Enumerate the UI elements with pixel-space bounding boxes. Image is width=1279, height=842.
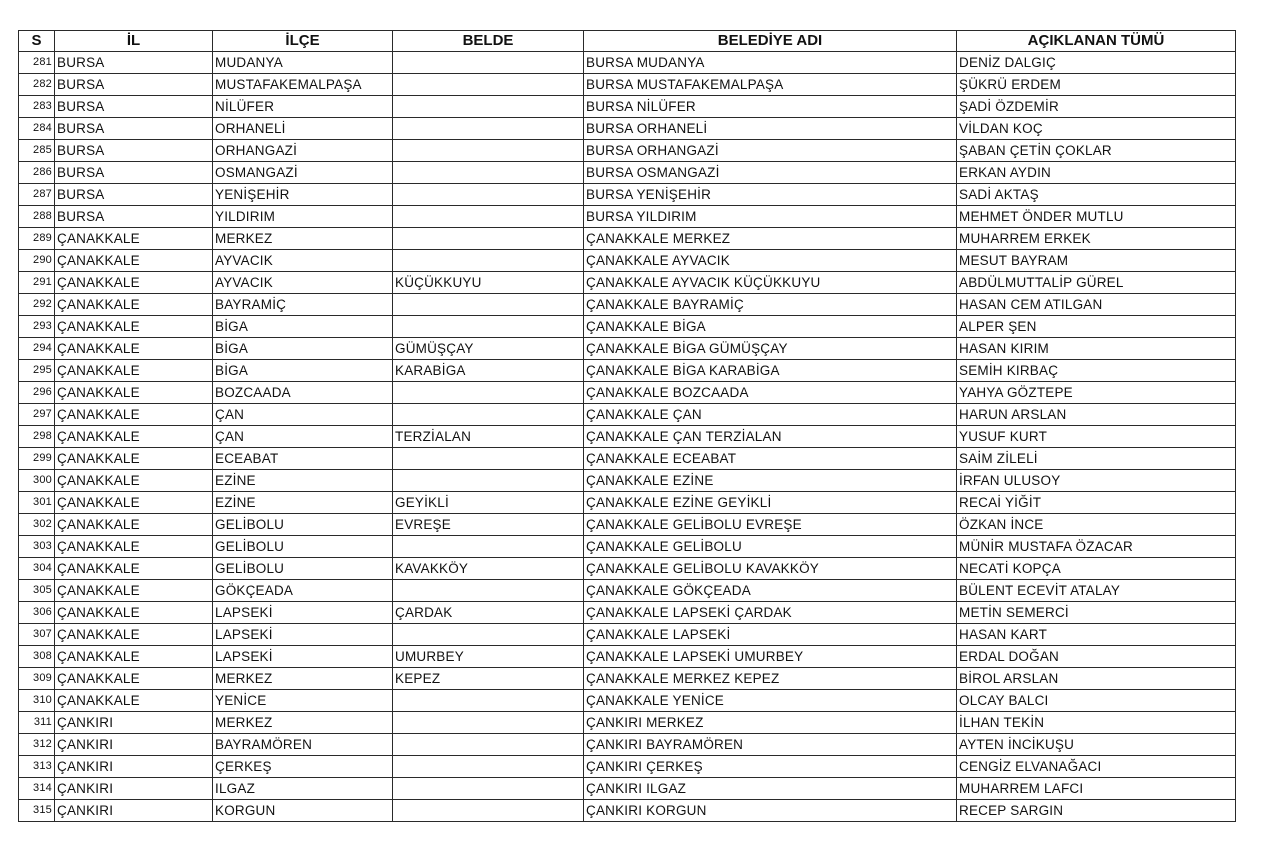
cell-belediye-adi: ÇANAKKALE ÇAN TERZİALAN: [584, 426, 957, 448]
cell-s: 315: [19, 800, 55, 822]
cell-ilce: AYVACIK: [213, 250, 393, 272]
cell-belde: [393, 536, 584, 558]
cell-il: ÇANAKKALE: [55, 558, 213, 580]
cell-belde: KEPEZ: [393, 668, 584, 690]
cell-belde: [393, 382, 584, 404]
table-row: [19, 470, 1236, 492]
cell-aciklanan: YUSUF KURT: [957, 426, 1236, 448]
cell-ilce: YENİCE: [213, 690, 393, 712]
cell-belediye-adi: ÇANAKKALE EZİNE GEYİKLİ: [584, 492, 957, 514]
cell-belediye-adi: ÇANAKKALE AYVACIK KÜÇÜKKUYU: [584, 272, 957, 294]
table-row: [19, 580, 1236, 602]
cell-belde: [393, 74, 584, 96]
cell-aciklanan: ÖZKAN İNCE: [957, 514, 1236, 536]
header-il: İL: [55, 31, 213, 52]
cell-ilce: MUSTAFAKEMALPAŞA: [213, 74, 393, 96]
cell-s: 301: [19, 492, 55, 514]
header-ilce: İLÇE: [213, 31, 393, 52]
cell-il: ÇANAKKALE: [55, 316, 213, 338]
cell-belediye-adi: BURSA OSMANGAZİ: [584, 162, 957, 184]
cell-s: 305: [19, 580, 55, 602]
cell-belde: [393, 228, 584, 250]
cell-aciklanan: ALPER ŞEN: [957, 316, 1236, 338]
cell-belediye-adi: ÇANAKKALE GELİBOLU KAVAKKÖY: [584, 558, 957, 580]
table-row: [19, 558, 1236, 580]
cell-il: ÇANAKKALE: [55, 250, 213, 272]
cell-aciklanan: HASAN KIRIM: [957, 338, 1236, 360]
cell-ilce: BİGA: [213, 316, 393, 338]
cell-aciklanan: HARUN ARSLAN: [957, 404, 1236, 426]
cell-s: 290: [19, 250, 55, 272]
cell-aciklanan: BÜLENT ECEVİT ATALAY: [957, 580, 1236, 602]
cell-ilce: LAPSEKİ: [213, 646, 393, 668]
cell-aciklanan: BİROL ARSLAN: [957, 668, 1236, 690]
cell-belde: [393, 690, 584, 712]
cell-il: ÇANAKKALE: [55, 426, 213, 448]
candidates-table: [18, 30, 1236, 822]
cell-belde: GEYİKLİ: [393, 492, 584, 514]
cell-s: 313: [19, 756, 55, 778]
cell-il: ÇANAKKALE: [55, 360, 213, 382]
cell-belediye-adi: BURSA MUSTAFAKEMALPAŞA: [584, 74, 957, 96]
cell-s: 308: [19, 646, 55, 668]
cell-belde: GÜMÜŞÇAY: [393, 338, 584, 360]
cell-ilce: ÇERKEŞ: [213, 756, 393, 778]
cell-belediye-adi: ÇANAKKALE BAYRAMİÇ: [584, 294, 957, 316]
cell-aciklanan: ERKAN AYDIN: [957, 162, 1236, 184]
table-row: [19, 206, 1236, 228]
cell-ilce: LAPSEKİ: [213, 602, 393, 624]
cell-aciklanan: DENİZ DALGIÇ: [957, 52, 1236, 74]
cell-s: 288: [19, 206, 55, 228]
table-row: [19, 294, 1236, 316]
cell-belediye-adi: ÇANKIRI BAYRAMÖREN: [584, 734, 957, 756]
cell-il: ÇANAKKALE: [55, 580, 213, 602]
cell-belde: [393, 448, 584, 470]
cell-ilce: MUDANYA: [213, 52, 393, 74]
table-row: [19, 668, 1236, 690]
cell-belediye-adi: ÇANAKKALE MERKEZ KEPEZ: [584, 668, 957, 690]
cell-s: 298: [19, 426, 55, 448]
table-row: [19, 162, 1236, 184]
cell-ilce: BİGA: [213, 360, 393, 382]
cell-belediye-adi: ÇANAKKALE MERKEZ: [584, 228, 957, 250]
cell-belediye-adi: ÇANAKKALE GELİBOLU EVREŞE: [584, 514, 957, 536]
cell-aciklanan: ŞÜKRÜ ERDEM: [957, 74, 1236, 96]
cell-aciklanan: İLHAN TEKİN: [957, 712, 1236, 734]
cell-aciklanan: NECATİ KOPÇA: [957, 558, 1236, 580]
cell-belde: TERZİALAN: [393, 426, 584, 448]
cell-belediye-adi: ÇANAKKALE BOZCAADA: [584, 382, 957, 404]
cell-belde: [393, 140, 584, 162]
cell-aciklanan: ŞADİ ÖZDEMİR: [957, 96, 1236, 118]
cell-belediye-adi: ÇANAKKALE EZİNE: [584, 470, 957, 492]
cell-belde: [393, 250, 584, 272]
cell-aciklanan: CENGİZ ELVANAĞACI: [957, 756, 1236, 778]
cell-ilce: AYVACIK: [213, 272, 393, 294]
cell-ilce: BOZCAADA: [213, 382, 393, 404]
cell-aciklanan: ŞABAN ÇETİN ÇOKLAR: [957, 140, 1236, 162]
cell-aciklanan: OLCAY BALCI: [957, 690, 1236, 712]
cell-s: 303: [19, 536, 55, 558]
cell-belediye-adi: ÇANKIRI KORGUN: [584, 800, 957, 822]
table-row: [19, 624, 1236, 646]
table-row: [19, 228, 1236, 250]
cell-belde: [393, 96, 584, 118]
table-row: [19, 250, 1236, 272]
table-row: [19, 712, 1236, 734]
cell-belde: [393, 712, 584, 734]
cell-ilce: EZİNE: [213, 492, 393, 514]
cell-s: 292: [19, 294, 55, 316]
cell-aciklanan: MÜNİR MUSTAFA ÖZACAR: [957, 536, 1236, 558]
cell-ilce: YENİŞEHİR: [213, 184, 393, 206]
cell-s: 287: [19, 184, 55, 206]
cell-il: ÇANAKKALE: [55, 338, 213, 360]
cell-il: ÇANAKKALE: [55, 646, 213, 668]
cell-il: ÇANAKKALE: [55, 294, 213, 316]
cell-s: 302: [19, 514, 55, 536]
cell-belde: [393, 206, 584, 228]
cell-belde: [393, 118, 584, 140]
cell-belediye-adi: ÇANKIRI ILGAZ: [584, 778, 957, 800]
cell-belde: [393, 624, 584, 646]
cell-aciklanan: ABDÜLMUTTALİP GÜREL: [957, 272, 1236, 294]
cell-aciklanan: MEHMET ÖNDER MUTLU: [957, 206, 1236, 228]
cell-belediye-adi: ÇANAKKALE ÇAN: [584, 404, 957, 426]
table-row: [19, 756, 1236, 778]
cell-s: 300: [19, 470, 55, 492]
cell-ilce: ÇAN: [213, 404, 393, 426]
cell-belediye-adi: BURSA ORHANGAZİ: [584, 140, 957, 162]
cell-il: BURSA: [55, 52, 213, 74]
cell-s: 306: [19, 602, 55, 624]
cell-belediye-adi: ÇANAKKALE BİGA GÜMÜŞÇAY: [584, 338, 957, 360]
cell-aciklanan: MESUT BAYRAM: [957, 250, 1236, 272]
cell-belediye-adi: BURSA NİLÜFER: [584, 96, 957, 118]
cell-ilce: MERKEZ: [213, 712, 393, 734]
cell-il: ÇANAKKALE: [55, 448, 213, 470]
cell-belediye-adi: ÇANAKKALE YENİCE: [584, 690, 957, 712]
cell-s: 296: [19, 382, 55, 404]
cell-il: ÇANAKKALE: [55, 690, 213, 712]
cell-ilce: ORHANGAZİ: [213, 140, 393, 162]
cell-ilce: GELİBOLU: [213, 558, 393, 580]
table-row: [19, 184, 1236, 206]
cell-il: ÇANAKKALE: [55, 272, 213, 294]
cell-il: ÇANAKKALE: [55, 492, 213, 514]
cell-ilce: ILGAZ: [213, 778, 393, 800]
cell-ilce: LAPSEKİ: [213, 624, 393, 646]
cell-belediye-adi: ÇANKIRI MERKEZ: [584, 712, 957, 734]
cell-il: ÇANAKKALE: [55, 668, 213, 690]
cell-belde: [393, 294, 584, 316]
cell-il: ÇANAKKALE: [55, 404, 213, 426]
header-belediye-adi: BELEDİYE ADI: [584, 31, 957, 52]
table-row: [19, 514, 1236, 536]
table-row: [19, 646, 1236, 668]
header-belde: BELDE: [393, 31, 584, 52]
cell-il: ÇANAKKALE: [55, 470, 213, 492]
cell-s: 289: [19, 228, 55, 250]
cell-belediye-adi: ÇANAKKALE LAPSEKİ: [584, 624, 957, 646]
cell-belde: UMURBEY: [393, 646, 584, 668]
cell-ilce: MERKEZ: [213, 228, 393, 250]
cell-il: ÇANAKKALE: [55, 536, 213, 558]
table-row: [19, 536, 1236, 558]
cell-il: ÇANAKKALE: [55, 228, 213, 250]
cell-belde: [393, 316, 584, 338]
cell-s: 299: [19, 448, 55, 470]
cell-belediye-adi: ÇANAKKALE BİGA KARABİGA: [584, 360, 957, 382]
cell-aciklanan: ERDAL DOĞAN: [957, 646, 1236, 668]
table-header: [19, 31, 1236, 52]
cell-belde: KARABİGA: [393, 360, 584, 382]
cell-il: ÇANKIRI: [55, 712, 213, 734]
cell-aciklanan: YAHYA GÖZTEPE: [957, 382, 1236, 404]
cell-belde: [393, 756, 584, 778]
cell-ilce: GELİBOLU: [213, 536, 393, 558]
cell-aciklanan: SEMİH KIRBAÇ: [957, 360, 1236, 382]
cell-s: 291: [19, 272, 55, 294]
cell-aciklanan: RECAİ YİĞİT: [957, 492, 1236, 514]
cell-aciklanan: MUHARREM ERKEK: [957, 228, 1236, 250]
cell-belediye-adi: ÇANAKKALE GELİBOLU: [584, 536, 957, 558]
cell-aciklanan: VİLDAN KOÇ: [957, 118, 1236, 140]
cell-s: 314: [19, 778, 55, 800]
cell-belediye-adi: ÇANAKKALE BİGA: [584, 316, 957, 338]
cell-belediye-adi: BURSA YENİŞEHİR: [584, 184, 957, 206]
cell-aciklanan: MUHARREM LAFCI: [957, 778, 1236, 800]
cell-aciklanan: HASAN CEM ATILGAN: [957, 294, 1236, 316]
cell-belediye-adi: BURSA MUDANYA: [584, 52, 957, 74]
table-row: [19, 96, 1236, 118]
cell-il: ÇANAKKALE: [55, 382, 213, 404]
cell-s: 297: [19, 404, 55, 426]
header-row: [19, 31, 1236, 52]
cell-belde: EVREŞE: [393, 514, 584, 536]
cell-belde: KÜÇÜKKUYU: [393, 272, 584, 294]
cell-s: 285: [19, 140, 55, 162]
table-row: [19, 52, 1236, 74]
cell-il: ÇANKIRI: [55, 800, 213, 822]
table-row: [19, 74, 1236, 96]
cell-s: 286: [19, 162, 55, 184]
cell-il: BURSA: [55, 96, 213, 118]
cell-belde: [393, 734, 584, 756]
cell-il: ÇANKIRI: [55, 756, 213, 778]
cell-il: BURSA: [55, 184, 213, 206]
cell-s: 281: [19, 52, 55, 74]
cell-belediye-adi: ÇANAKKALE ECEABAT: [584, 448, 957, 470]
cell-ilce: GELİBOLU: [213, 514, 393, 536]
cell-belde: [393, 404, 584, 426]
cell-ilce: EZİNE: [213, 470, 393, 492]
cell-ilce: BAYRAMİÇ: [213, 294, 393, 316]
cell-ilce: ORHANELİ: [213, 118, 393, 140]
cell-belde: KAVAKKÖY: [393, 558, 584, 580]
cell-aciklanan: RECEP SARGIN: [957, 800, 1236, 822]
cell-il: ÇANAKKALE: [55, 514, 213, 536]
cell-ilce: BİGA: [213, 338, 393, 360]
table-row: [19, 272, 1236, 294]
cell-belediye-adi: ÇANAKKALE LAPSEKİ ÇARDAK: [584, 602, 957, 624]
cell-s: 293: [19, 316, 55, 338]
cell-belde: [393, 184, 584, 206]
cell-belde: [393, 470, 584, 492]
cell-s: 294: [19, 338, 55, 360]
cell-aciklanan: METİN SEMERCİ: [957, 602, 1236, 624]
table-row: [19, 338, 1236, 360]
cell-s: 312: [19, 734, 55, 756]
cell-s: 304: [19, 558, 55, 580]
table-row: [19, 734, 1236, 756]
cell-aciklanan: SADİ AKTAŞ: [957, 184, 1236, 206]
cell-s: 284: [19, 118, 55, 140]
table-row: [19, 778, 1236, 800]
cell-belediye-adi: BURSA ORHANELİ: [584, 118, 957, 140]
cell-ilce: NİLÜFER: [213, 96, 393, 118]
table-row: [19, 118, 1236, 140]
table-row: [19, 360, 1236, 382]
table-row: [19, 800, 1236, 822]
cell-s: 311: [19, 712, 55, 734]
cell-s: 282: [19, 74, 55, 96]
table-row: [19, 448, 1236, 470]
cell-il: BURSA: [55, 162, 213, 184]
cell-belediye-adi: ÇANAKKALE LAPSEKİ UMURBEY: [584, 646, 957, 668]
cell-s: 310: [19, 690, 55, 712]
table-row: [19, 602, 1236, 624]
cell-ilce: MERKEZ: [213, 668, 393, 690]
table-row: [19, 316, 1236, 338]
cell-s: 283: [19, 96, 55, 118]
cell-belde: [393, 778, 584, 800]
cell-ilce: GÖKÇEADA: [213, 580, 393, 602]
cell-belde: [393, 52, 584, 74]
cell-belde: [393, 580, 584, 602]
cell-il: BURSA: [55, 118, 213, 140]
table-row: [19, 404, 1236, 426]
cell-il: BURSA: [55, 206, 213, 228]
cell-aciklanan: İRFAN ULUSOY: [957, 470, 1236, 492]
cell-belde: [393, 800, 584, 822]
cell-belde: ÇARDAK: [393, 602, 584, 624]
table-row: [19, 690, 1236, 712]
cell-s: 307: [19, 624, 55, 646]
cell-ilce: BAYRAMÖREN: [213, 734, 393, 756]
cell-belediye-adi: ÇANAKKALE GÖKÇEADA: [584, 580, 957, 602]
table-row: [19, 382, 1236, 404]
cell-il: ÇANAKKALE: [55, 602, 213, 624]
table-body: [19, 52, 1236, 822]
table-row: [19, 492, 1236, 514]
cell-il: BURSA: [55, 74, 213, 96]
cell-belediye-adi: BURSA YILDIRIM: [584, 206, 957, 228]
cell-il: ÇANKIRI: [55, 778, 213, 800]
cell-il: BURSA: [55, 140, 213, 162]
cell-belde: [393, 162, 584, 184]
cell-il: ÇANKIRI: [55, 734, 213, 756]
cell-aciklanan: HASAN KART: [957, 624, 1236, 646]
cell-belediye-adi: ÇANAKKALE AYVACIK: [584, 250, 957, 272]
cell-aciklanan: AYTEN İNCİKUŞU: [957, 734, 1236, 756]
table-row: [19, 140, 1236, 162]
cell-ilce: YILDIRIM: [213, 206, 393, 228]
table-row: [19, 426, 1236, 448]
cell-ilce: ÇAN: [213, 426, 393, 448]
cell-ilce: ECEABAT: [213, 448, 393, 470]
cell-belediye-adi: ÇANKIRI ÇERKEŞ: [584, 756, 957, 778]
cell-s: 295: [19, 360, 55, 382]
cell-s: 309: [19, 668, 55, 690]
cell-ilce: KORGUN: [213, 800, 393, 822]
cell-ilce: OSMANGAZİ: [213, 162, 393, 184]
header-aciklanan: AÇIKLANAN TÜMÜ: [957, 31, 1236, 52]
cell-aciklanan: SAİM ZİLELİ: [957, 448, 1236, 470]
header-s: S: [19, 31, 55, 52]
cell-il: ÇANAKKALE: [55, 624, 213, 646]
